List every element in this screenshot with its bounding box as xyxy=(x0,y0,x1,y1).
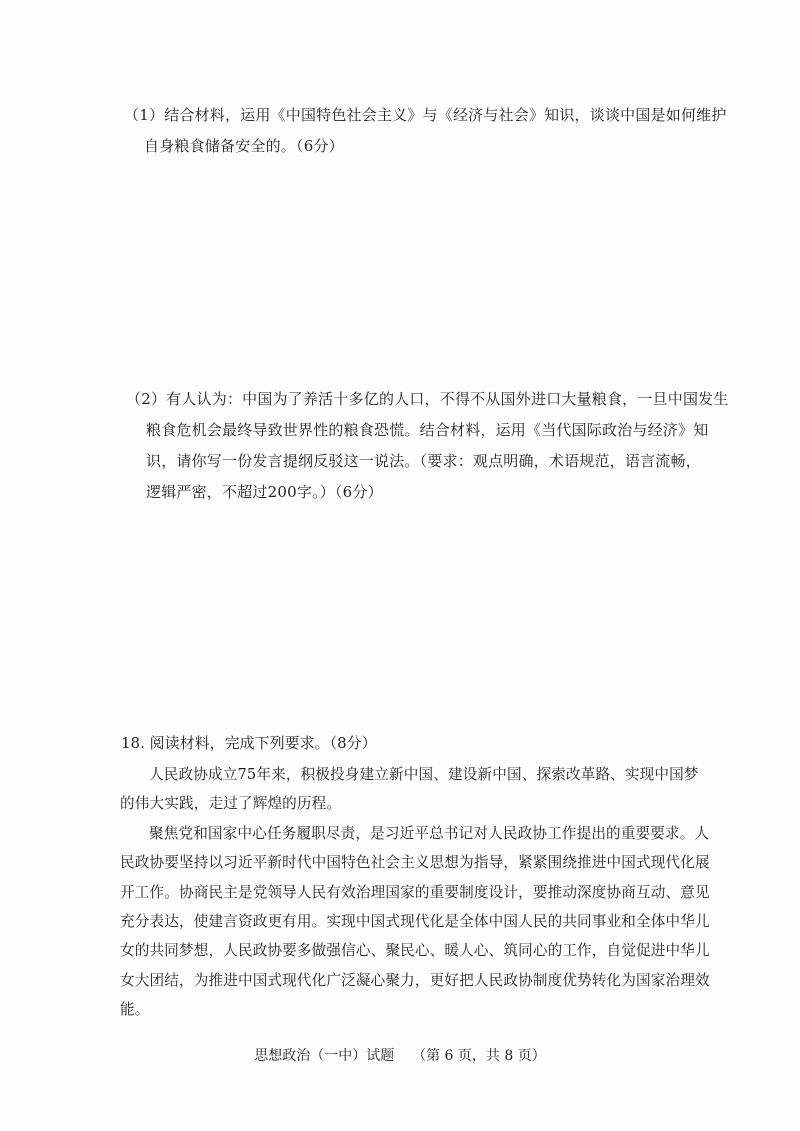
material-paragraph-1-line: 的伟大实践，走过了辉煌的历程。 xyxy=(120,795,342,813)
question-18-material xyxy=(120,760,710,1025)
question-2-line: 粮食危机会最终导致世界性的粮食恐慌。结合材料，运用《当代国际政治与经济》知 xyxy=(146,421,709,439)
question-18-heading: 18. 阅读材料，完成下列要求。（8分） xyxy=(121,734,377,752)
question-1-line: （1）结合材料，运用《中国特色社会主义》与《经济与社会》知识，谈谈中国是如何维护 xyxy=(124,106,727,124)
material-paragraph-2-line: 聚焦党和国家中心任务履职尽责，是习近平总书记对人民政协工作提出的重要要求。人 xyxy=(149,824,710,842)
question-2-line: 识，请你写一份发言提纲反驳这一说法。（要求：观点明确，术语规范，语言流畅， xyxy=(146,452,701,470)
question-1 xyxy=(124,100,727,162)
material-paragraph-2-line: 女大团结，为推进中国式现代化广泛凝心聚力，更好把人民政协制度优势转化为国家治理效 xyxy=(120,971,710,989)
question-2-line: 逻辑严密，不超过200字。）（6分） xyxy=(146,483,383,501)
material-paragraph-2-line: 能。 xyxy=(120,1001,150,1019)
material-paragraph-2-line: 女的共同梦想，人民政协要多做强信心、聚民心、暖人心、筑同心的工作，自觉促进中华儿 xyxy=(120,942,710,960)
page-footer: 思想政治（一中）试题 （第 6 页，共 8 页） xyxy=(254,1048,546,1064)
material-paragraph-1-line: 人民政协成立75年来，积极投身建立新中国、建设新中国、探索改革路、实现中国梦 xyxy=(149,766,699,783)
material-paragraph-2-line: 充分表达，使建言资政更有用。实现中国式现代化是全体中国人民的共同事业和全体中华儿 xyxy=(120,913,710,931)
question-2 xyxy=(126,384,729,508)
material-paragraph-2-line: 民政协要坚持以习近平新时代中国特色社会主义思想为指导，紧紧围绕推进中国式现代化展 xyxy=(120,854,710,872)
question-2-line: （2）有人认为：中国为了养活十多亿的人口，不得不从国外进口大量粮食，一旦中国发生 xyxy=(126,390,729,408)
material-paragraph-2-line: 开工作。协商民主是党领导人民有效治理国家的重要制度设计，要推动深度协商互动、意见 xyxy=(120,883,710,901)
question-1-line: 自身粮食储备安全的。（6分） xyxy=(144,137,344,155)
